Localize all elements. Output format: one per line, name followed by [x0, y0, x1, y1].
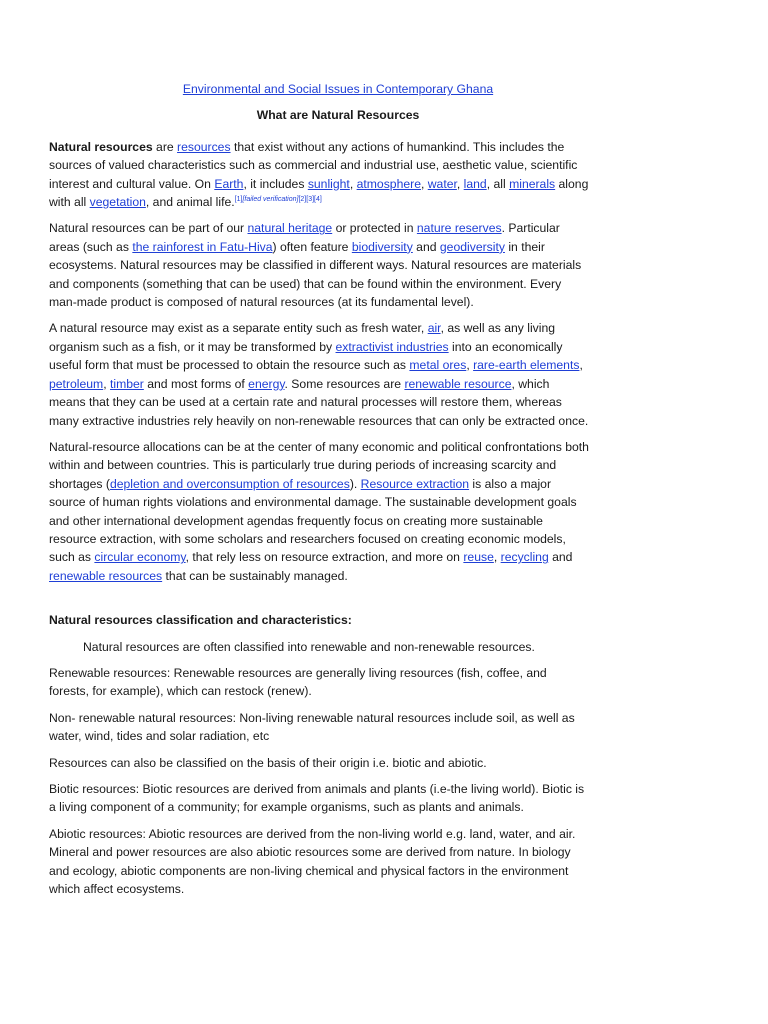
section-title: What are Natural Resources [256, 108, 420, 123]
link-biodiversity[interactable]: biodiversity [351, 239, 413, 254]
text: or protected in [332, 221, 417, 236]
link-resources[interactable]: resources [177, 139, 231, 154]
citation-2-3-4[interactable]: [2][3][4] [298, 195, 322, 203]
text: , [493, 550, 501, 565]
link-geodiversity[interactable]: geodiversity [439, 239, 505, 254]
link-land[interactable]: land [463, 176, 487, 191]
citation[interactable] [235, 196, 322, 203]
link-natural-heritage[interactable]: natural heritage [247, 221, 333, 236]
link-renewable-resource[interactable]: renewable resource [404, 376, 512, 391]
biotic-resources-paragraph: Biotic resources: Biotic resources are derived from animals and plants (i.e-the living world). Biotic is a living component of a community; for example organisms, such as plants and animals. [49, 782, 585, 815]
renewable-resources-paragraph: Renewable resources: Renewable resources are generally living resources (fish, coffee, and forests, for example), which can restock (renew). [49, 665, 547, 699]
abiotic-resources-paragraph: Abiotic resources: Abiotic resources are derived from the non-living world e.g. land, water, and air. Mineral and power resources are also abiotic resources some are derived from nature. In biology and ecology, abiotic components are non-living chemical and physical factors in the environment which affect ecosystems. [49, 826, 576, 897]
link-metal-ores[interactable]: metal ores [409, 358, 467, 373]
link-rainforest[interactable]: the rainforest in Fatu-Hiva [132, 239, 273, 254]
text: along with all [49, 176, 589, 210]
text: , [103, 376, 110, 391]
link-renewable-resources[interactable]: renewable resources [49, 568, 163, 583]
text: , [456, 176, 464, 191]
text: , [579, 358, 583, 373]
text: and most forms of [143, 376, 249, 391]
classification-heading: Natural resources classification and characteristics: [49, 613, 352, 628]
text: . Some resources are [284, 376, 405, 391]
text: , which means that they can be used at a certain rate and natural processes will restore them, whereas many extractive industries rely heavily on non-renewable resources that can only be extracted once. [49, 376, 589, 428]
link-depletion[interactable]: depletion and overconsumption of resources [109, 476, 350, 491]
text: . Particular areas (such as [49, 221, 560, 254]
text: ). [349, 476, 361, 491]
link-earth[interactable]: Earth [214, 176, 244, 191]
link-energy[interactable]: energy [248, 376, 285, 391]
link-reuse[interactable]: reuse [463, 550, 494, 565]
text: A natural resource may exist as a separate entity such as fresh water, [49, 321, 428, 336]
text: ) often feature [272, 239, 352, 254]
text: , [349, 176, 357, 191]
link-circular-economy[interactable]: circular economy [94, 550, 186, 565]
link-rare-earth-elements[interactable]: rare-earth elements [473, 358, 580, 373]
origin-classification-paragraph: Resources can also be classified on the basis of their origin i.e. biotic and abiotic. [49, 755, 487, 770]
text: that exist without any actions of humankind. This includes the sources of valued characteristics such as commercial and industrial use, aesthetic value, scientific interest and cultural value. On [49, 139, 578, 191]
link-nature-reserves[interactable]: nature reserves [416, 221, 502, 236]
classification-intro: Natural resources are often classified into renewable and non-renewable resources. [83, 639, 535, 654]
paragraph-1 [49, 138, 589, 212]
text: , [420, 176, 428, 191]
link-petroleum[interactable]: petroleum [49, 376, 104, 391]
citation-1[interactable]: [1] [234, 195, 243, 203]
link-air[interactable]: air [427, 321, 441, 336]
link-water[interactable]: water [427, 176, 457, 191]
text: , it includes [243, 176, 308, 191]
text: into an economically useful form that must be processed to obtain the resource such as [49, 339, 563, 373]
text: , [466, 358, 474, 373]
text: , as well as any living organism such as a fish, or it may be transformed by [49, 321, 556, 354]
text: Natural-resource allocations can be at the center of many economic and political confrontations both within and between countries. This is particularly true during periods of increasing scarcity and shortages ( [49, 439, 589, 491]
link-minerals[interactable]: minerals [509, 176, 556, 191]
text: , all [486, 176, 510, 191]
text: that can be sustainably managed. [162, 568, 348, 583]
link-extractivist-industries[interactable]: extractivist industries [335, 339, 449, 354]
non-renewable-resources-paragraph: Non- renewable natural resources: Non-living renewable natural resources include soil, as well as water, wind, tides and solar radiation, etc [49, 710, 575, 744]
paragraph-4 [49, 438, 589, 585]
text: are [152, 139, 178, 154]
paragraph-2 [49, 219, 589, 311]
text: and [548, 550, 573, 565]
link-timber[interactable]: timber [109, 376, 144, 391]
text: Natural resources can be part of our [49, 221, 248, 236]
text: , and animal life. [145, 195, 235, 210]
link-vegetation[interactable]: vegetation [89, 195, 146, 210]
link-resource-extraction[interactable]: Resource extraction [360, 476, 470, 491]
citation-failed-verification[interactable]: [failed verification] [242, 195, 299, 203]
link-atmosphere[interactable]: atmosphere [356, 176, 421, 191]
link-recycling[interactable]: recycling [500, 550, 549, 565]
text: , that rely less on resource extraction, and more on [185, 550, 464, 565]
bold-lead: Natural resources [49, 139, 153, 154]
text: and [412, 239, 440, 254]
text: in their ecosystems. Natural resources may be classified in different ways. Natural resources are materials and components (something that can be used) that can be found within the environment. Every man-made product is composed of natural resources (at its fundamental level). [49, 239, 582, 310]
document-page [49, 80, 589, 906]
text: is also a major source of human rights violations and environmental damage. The sustainable development goals and other international development agendas frequently focus on creating more sustainable resource extraction, with some scholars and researchers focused on creating economic models, such as [49, 476, 577, 565]
paragraph-3 [49, 319, 589, 429]
link-sunlight[interactable]: sunlight [307, 176, 350, 191]
document-title [49, 80, 589, 98]
title-link[interactable]: Environmental and Social Issues in Contemporary Ghana [182, 82, 494, 96]
